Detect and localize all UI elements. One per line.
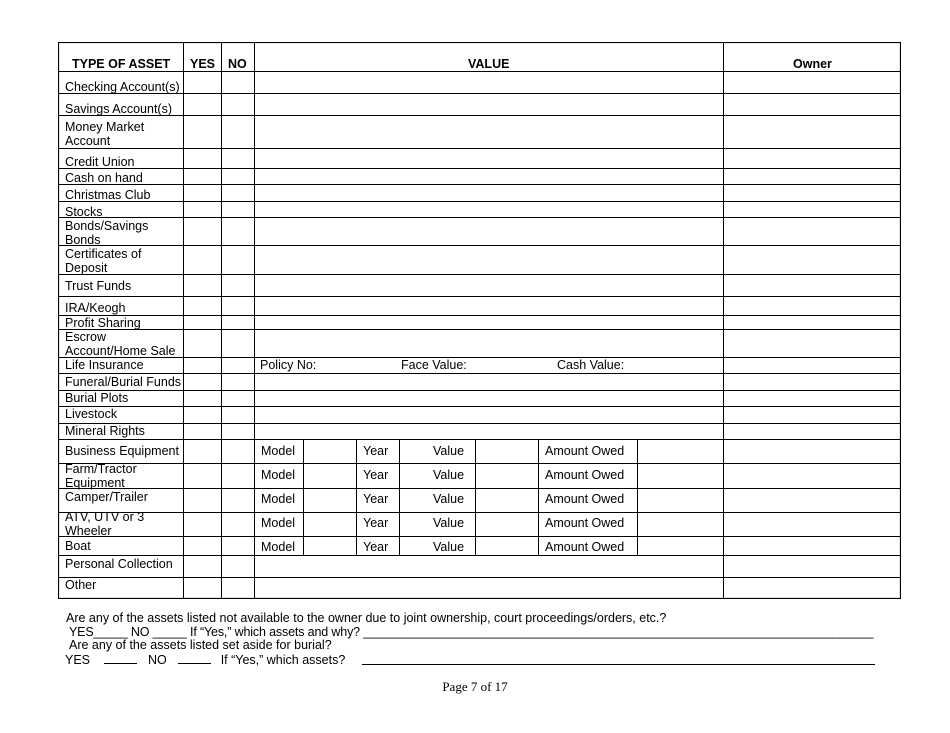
equip-value: Value <box>433 468 465 482</box>
asset-label-bonds: Bonds/Savings Bonds <box>65 219 149 247</box>
asset-label-livestock: Livestock <box>65 407 118 421</box>
life-cash-value: Cash Value: <box>557 358 625 372</box>
asset-label-atv: ATV, UTV or 3 Wheeler <box>65 510 145 538</box>
asset-label-burial-plots: Burial Plots <box>65 391 129 405</box>
asset-label-escrow: Escrow Account/Home Sale <box>65 330 176 358</box>
life-policy-no: Policy No: <box>260 358 317 372</box>
equip-amount-owed: Amount Owed <box>545 516 625 530</box>
equip-model: Model <box>261 516 296 530</box>
asset-label-certificates: Certificates of Deposit <box>65 247 142 275</box>
asset-label-life-insurance: Life Insurance <box>65 358 144 372</box>
equip-amount-owed: Amount Owed <box>545 444 625 458</box>
equip-amount-owed: Amount Owed <box>545 540 625 554</box>
equip-amount-owed: Amount Owed <box>545 468 625 482</box>
table-grid-lines <box>58 42 901 599</box>
burial-which-assets-line[interactable] <box>362 664 875 665</box>
equip-amount-owed: Amount Owed <box>545 492 625 506</box>
asset-label-trust-funds: Trust Funds <box>65 279 132 293</box>
equip-value: Value <box>433 444 465 458</box>
equip-value: Value <box>433 540 465 554</box>
header-no: NO <box>228 57 247 71</box>
asset-label-money-market: Money Market Account <box>65 120 145 148</box>
asset-label-boat: Boat <box>65 539 91 553</box>
table-border <box>59 43 901 599</box>
asset-label-cash-on-hand: Cash on hand <box>65 171 143 185</box>
asset-label-personal-collection: Personal Collection <box>65 557 173 571</box>
page-number: Page 7 of 17 <box>442 679 508 694</box>
equip-model: Model <box>261 468 296 482</box>
equip-model: Model <box>261 444 296 458</box>
burial-no-blank[interactable] <box>178 652 211 664</box>
header-value: VALUE <box>468 57 510 71</box>
equip-year: Year <box>363 516 389 530</box>
burial-followup-label: If “Yes,” which assets? <box>220 653 346 667</box>
asset-label-profit-sharing: Profit Sharing <box>65 316 141 330</box>
header-owner: Owner <box>793 57 832 71</box>
asset-label-funeral: Funeral/Burial Funds <box>65 375 182 389</box>
asset-label-checking: Checking Account(s) <box>65 80 180 94</box>
asset-label-credit-union: Credit Union <box>65 155 135 169</box>
asset-label-ira: IRA/Keogh <box>65 301 126 315</box>
asset-label-farm-tractor: Farm/Tractor Equipment <box>65 462 137 490</box>
asset-label-stocks: Stocks <box>65 205 103 219</box>
question-joint-ownership-answer[interactable]: YES_____ NO _____ If “Yes,” which assets and why? ___________________________________________________________________________ <box>69 625 874 639</box>
header-yes: YES <box>190 57 216 71</box>
question-joint-ownership: Are any of the assets listed not available to the owner due to joint ownership, court proceedings/orders, etc.? <box>66 611 667 625</box>
asset-label-other: Other <box>65 578 97 592</box>
life-face-value: Face Value: <box>401 358 467 372</box>
burial-yes-blank[interactable] <box>104 652 137 664</box>
asset-label-mineral-rights: Mineral Rights <box>65 424 145 438</box>
asset-label-christmas-club: Christmas Club <box>65 188 151 202</box>
header-type-of-asset: TYPE OF ASSET <box>72 57 171 71</box>
equip-year: Year <box>363 444 389 458</box>
burial-no-label: NO <box>147 653 167 667</box>
burial-answer-line <box>65 652 345 667</box>
asset-label-camper: Camper/Trailer <box>65 490 148 504</box>
burial-yes-label: YES <box>65 653 91 667</box>
equip-model: Model <box>261 540 296 554</box>
equip-year: Year <box>363 468 389 482</box>
asset-table <box>58 42 901 599</box>
question-burial: Are any of the assets listed set aside for burial? <box>69 638 332 652</box>
asset-label-business-equipment: Business Equipment <box>65 444 179 458</box>
equip-value: Value <box>433 516 465 530</box>
equip-year: Year <box>363 540 389 554</box>
equip-model: Model <box>261 492 296 506</box>
asset-label-savings: Savings Account(s) <box>65 102 172 116</box>
equip-year: Year <box>363 492 389 506</box>
equip-value: Value <box>433 492 465 506</box>
